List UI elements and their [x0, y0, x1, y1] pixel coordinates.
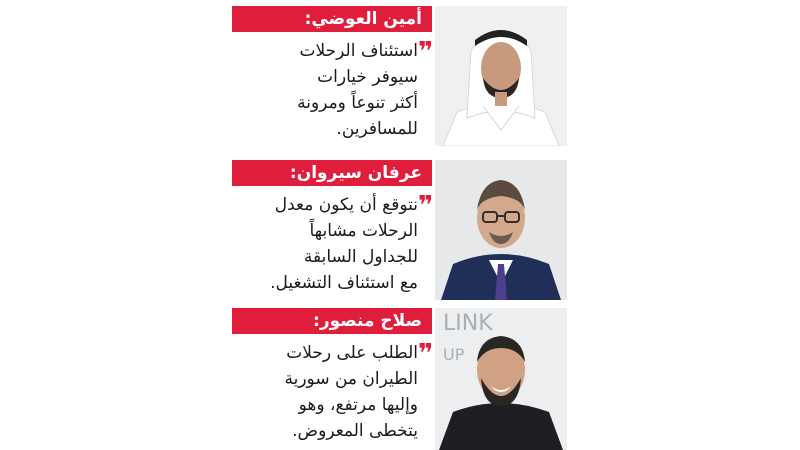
- speaker-name: عرفان سيروان:: [232, 160, 432, 186]
- quote-text: [232, 38, 418, 142]
- quote-line: الرحلات مشابهاً: [309, 221, 418, 241]
- quote-line: استئناف الرحلات: [299, 41, 418, 61]
- quote-text: [232, 340, 418, 444]
- quote-text: [232, 192, 418, 296]
- quote-line: مع استئناف التشغيل.: [270, 273, 418, 293]
- quote-line: سيوفر خيارات: [317, 67, 418, 87]
- background-sign-text-2: UP: [443, 345, 465, 364]
- portrait-photo: [435, 160, 567, 300]
- man-with-beard-icon: [435, 308, 567, 450]
- portrait-photo: [435, 6, 567, 146]
- background-sign-text: LINK: [443, 311, 493, 336]
- quote-line: للجداول السابقة: [303, 247, 418, 267]
- quote-card-irfan: [232, 160, 567, 300]
- quote-line: أكثر تنوعاً ومرونة: [297, 93, 418, 113]
- quote-line: يتخطى المعروض.: [292, 421, 418, 441]
- man-in-suit-glasses-icon: [435, 160, 567, 300]
- portrait-photo: [435, 308, 567, 450]
- quote-card-salah: [232, 308, 567, 448]
- quote-mark-icon: ❞: [418, 191, 434, 221]
- quote-mark-icon: ❞: [418, 37, 434, 67]
- quote-mark-icon: ❞: [418, 339, 434, 369]
- speaker-name: صلاح منصور:: [232, 308, 432, 334]
- speaker-name: أمين العوضي:: [232, 6, 432, 32]
- quote-card-amin: [232, 6, 567, 146]
- quote-line: نتوقع أن يكون معدل: [274, 195, 418, 215]
- quote-line: للمسافرين.: [336, 119, 418, 139]
- man-in-white-ghutra-icon: [435, 6, 567, 146]
- quote-line: وإليها مرتفع، وهو: [298, 395, 418, 415]
- quote-line: الطيران من سورية: [284, 369, 418, 389]
- quote-line: الطلب على رحلات: [286, 343, 418, 363]
